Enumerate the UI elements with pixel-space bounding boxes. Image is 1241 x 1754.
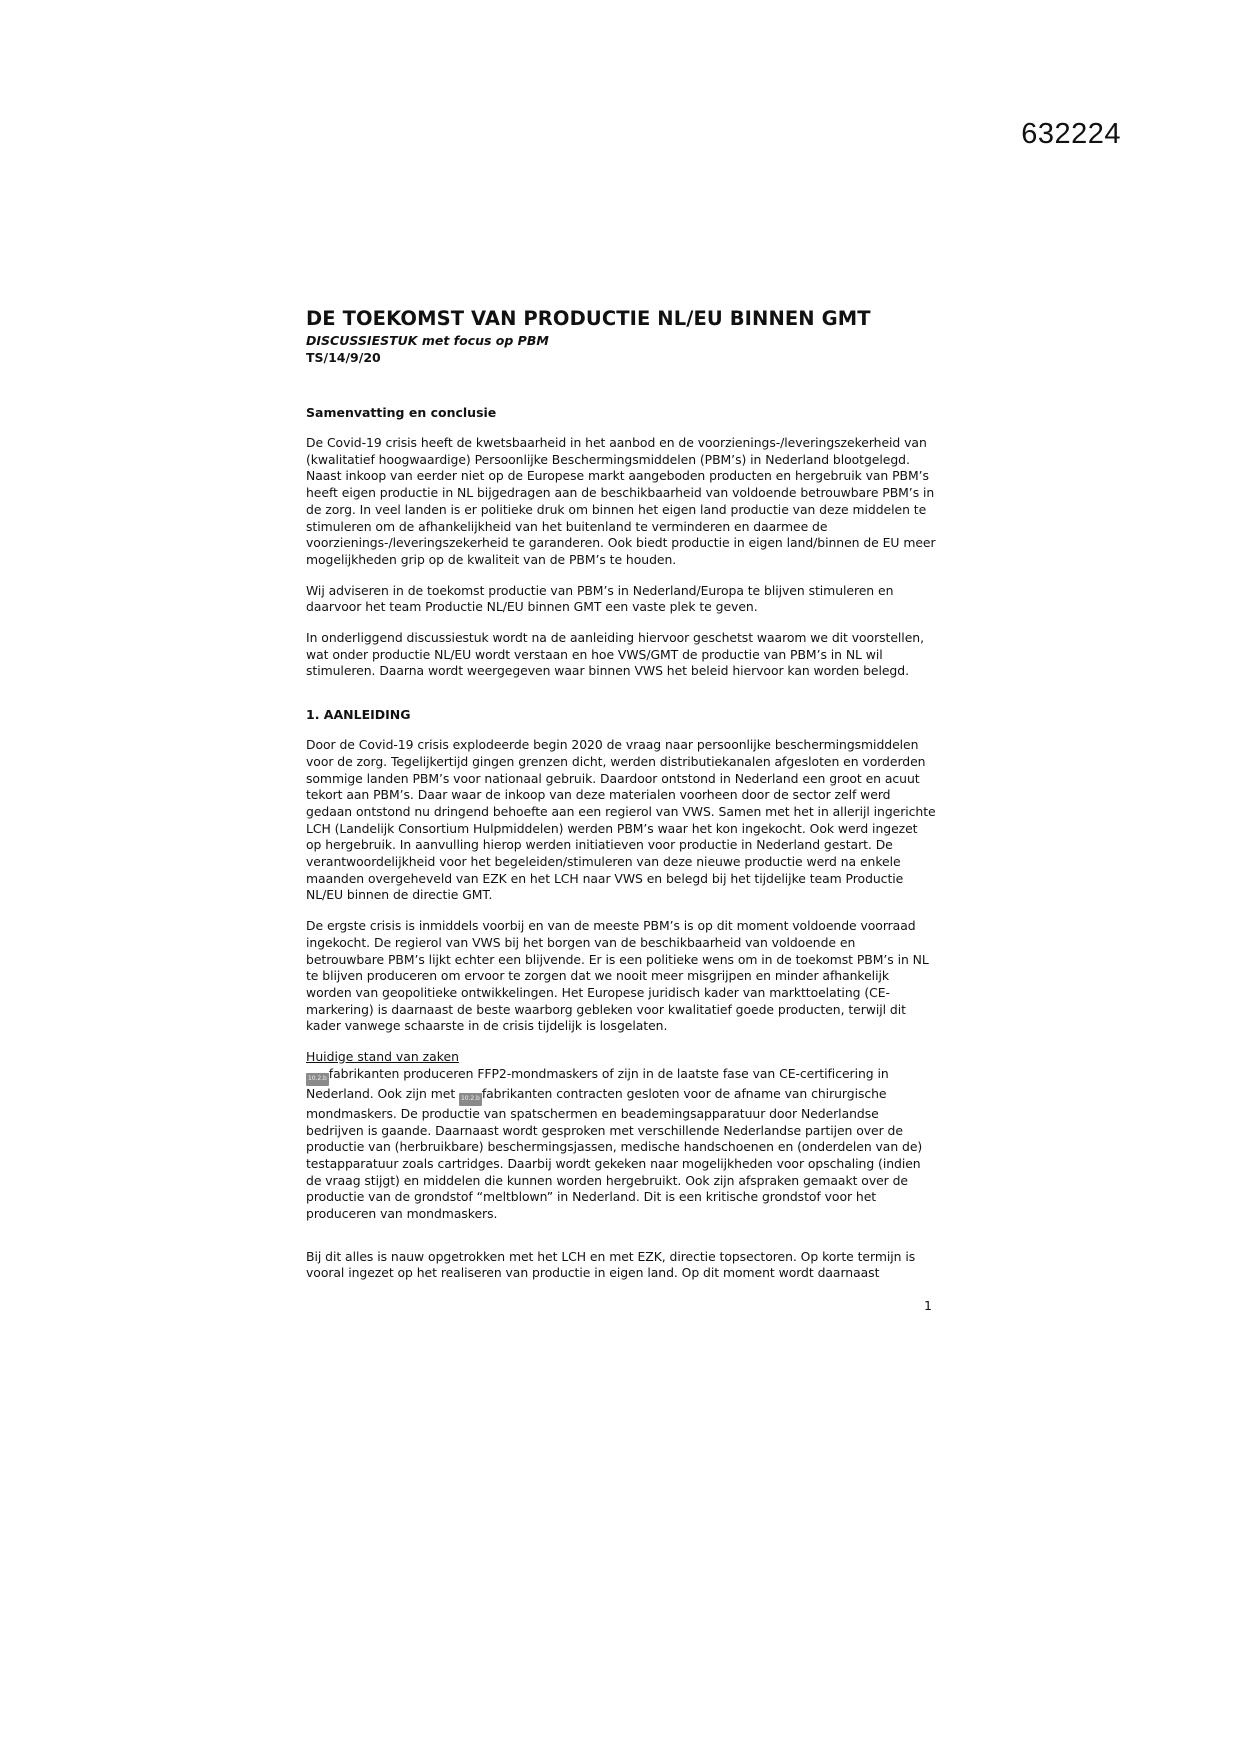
summary-heading: Samenvatting en conclusie [306, 405, 497, 420]
section-1-heading: 1. AANLEIDING [306, 707, 411, 723]
section-1-paragraph-2: De ergste crisis is inmiddels voorbij en van de meeste PBM’s is op dit moment voldoende voorraad ingekocht. De regierol van VWS bij het borgen van de beschikbaarheid van voldoende en betrouwbare PBM’s lijkt echter een blijvende. Er is een politieke wens om in de toekomst PBM’s in NL te blijven produceren om ervoor te zorgen dat we nooit meer misgrijpen en minder afhankelijk worden van geopolitieke ontwikkelingen. Het Europese juridisch kader van markttoelating (CE-markering) is daarnaast de beste waarborg gebleken voor kwalitatief goede producten, terwijl dit kader vanwege schaarste in de crisis tijdelijk is losgelaten. [306, 918, 929, 1034]
current-state-heading: Huidige stand van zaken [306, 1049, 459, 1065]
document-id: 632224 [1021, 118, 1121, 150]
page-number: 1 [924, 1298, 932, 1313]
redaction-mark: 10.2.b [459, 1093, 482, 1106]
closing-paragraph: Bij dit alles is nauw opgetrokken met het LCH en met EZK, directie topsectoren. Op korte termijn is vooral ingezet op het realiseren van productie in eigen land. Op dit moment wordt daarnaast [306, 1248, 916, 1281]
summary-paragraph-1: De Covid-19 crisis heeft de kwetsbaarheid in het aanbod en de voorzienings-/leveringszekerheid van (kwalitatief hoogwaardige) Persoonlijke Beschermingsmiddelen (PBM’s) in Nederland blootgelegd. Naast inkoop van eerder niet op de Europese markt aangeboden producten en hergebruik van PBM’s heeft eigen productie in NL bijgedragen aan de beschikbaarheid van voldoende betrouwbare PBM’s in de zorg. In veel landen is er politieke druk om binnen het eigen land productie van deze middelen te stimuleren om de afhankelijkheid van het buitenland te verminderen en daarmee de voorzienings-/leveringszekerheid te garanderen. Ook biedt productie in eigen land/binnen de EU meer mogelijkheden grip op de kwaliteit van de PBM’s te houden. [306, 435, 936, 567]
summary-paragraph-3: In onderliggend discussiestuk wordt na de aanleiding hiervoor geschetst waarom we dit voorstellen, wat onder productie NL/EU wordt verstaan en hoe VWS/GMT de productie van PBM’s in NL wil stimuleren. Daarna wordt weergegeven waar binnen VWS het beleid hiervoor kan worden belegd. [306, 630, 924, 679]
document-title: DE TOEKOMST VAN PRODUCTIE NL/EU BINNEN GMT [306, 307, 871, 330]
section-1-paragraph-1: Door de Covid-19 crisis explodeerde begin 2020 de vraag naar persoonlijke beschermingsmiddelen voor de zorg. Tegelijkertijd gingen grenzen dicht, werden distributiekanalen afgesloten en vorderden sommige landen PBM’s voor nationaal gebruik. Daardoor ontstond in Nederland een groot en acuut tekort aan PBM’s. Daar waar de inkoop van deze materialen voorheen door de sector zelf werd gedaan ontstond nu dringend behoefte aan een regierol van VWS. Samen met het in allerijl ingerichte LCH (Landelijk Consortium Hulpmiddelen) werden PBM’s waar het kon ingekocht. Ook werd ingezet op hergebruik. In aanvulling hierop werden initiatieven voor productie in Nederland gestart. De verantwoordelijkheid voor het begeleiden/stimuleren van deze nieuwe productie werd na enkele maanden overgeheveld van EZK en het LCH naar VWS en belegd bij het tijdelijke team Productie NL/EU binnen de directie GMT. [306, 737, 936, 903]
document-subtitle: DISCUSSIESTUK met focus op PBM [306, 333, 549, 348]
current-state-text-2: fabrikanten contracten gesloten voor de afname van chirurgische mondmaskers. De productie van spatschermen en beademingsapparatuur door Nederlandse bedrijven is gaande. Daarnaast wordt gesproken met verschillende Nederlandse partijen over de productie van (herbruikbare) beschermingsjassen, medische handschoenen en (onderdelen van de) testapparatuur zoals cartridges. Daarbij wordt gekeken naar mogelijkheden voor opschaling (indien de vraag stijgt) en middelen die kunnen worden hergebruikt. Ook zijn afspraken gemaakt over de productie van de grondstof “meltblown” in Nederland. Dit is een kritische grondstof voor het produceren van mondmaskers. [306, 1085, 923, 1222]
redaction-mark: 10.2.b [306, 1073, 329, 1086]
document-body [306, 305, 936, 1282]
current-state-paragraph [306, 1066, 936, 1223]
document-dateline: TS/14/9/20 [306, 350, 381, 365]
summary-paragraph-2: Wij adviseren in de toekomst productie van PBM’s in Nederland/Europa te blijven stimuleren en daarvoor het team Productie NL/EU binnen GMT een vaste plek te geven. [306, 582, 894, 615]
current-state-text-1: fabrikanten produceren FFP2-mondmaskers of zijn in de laatste fase van CE-certificering in Nederland. Ook zijn met [306, 1065, 889, 1101]
